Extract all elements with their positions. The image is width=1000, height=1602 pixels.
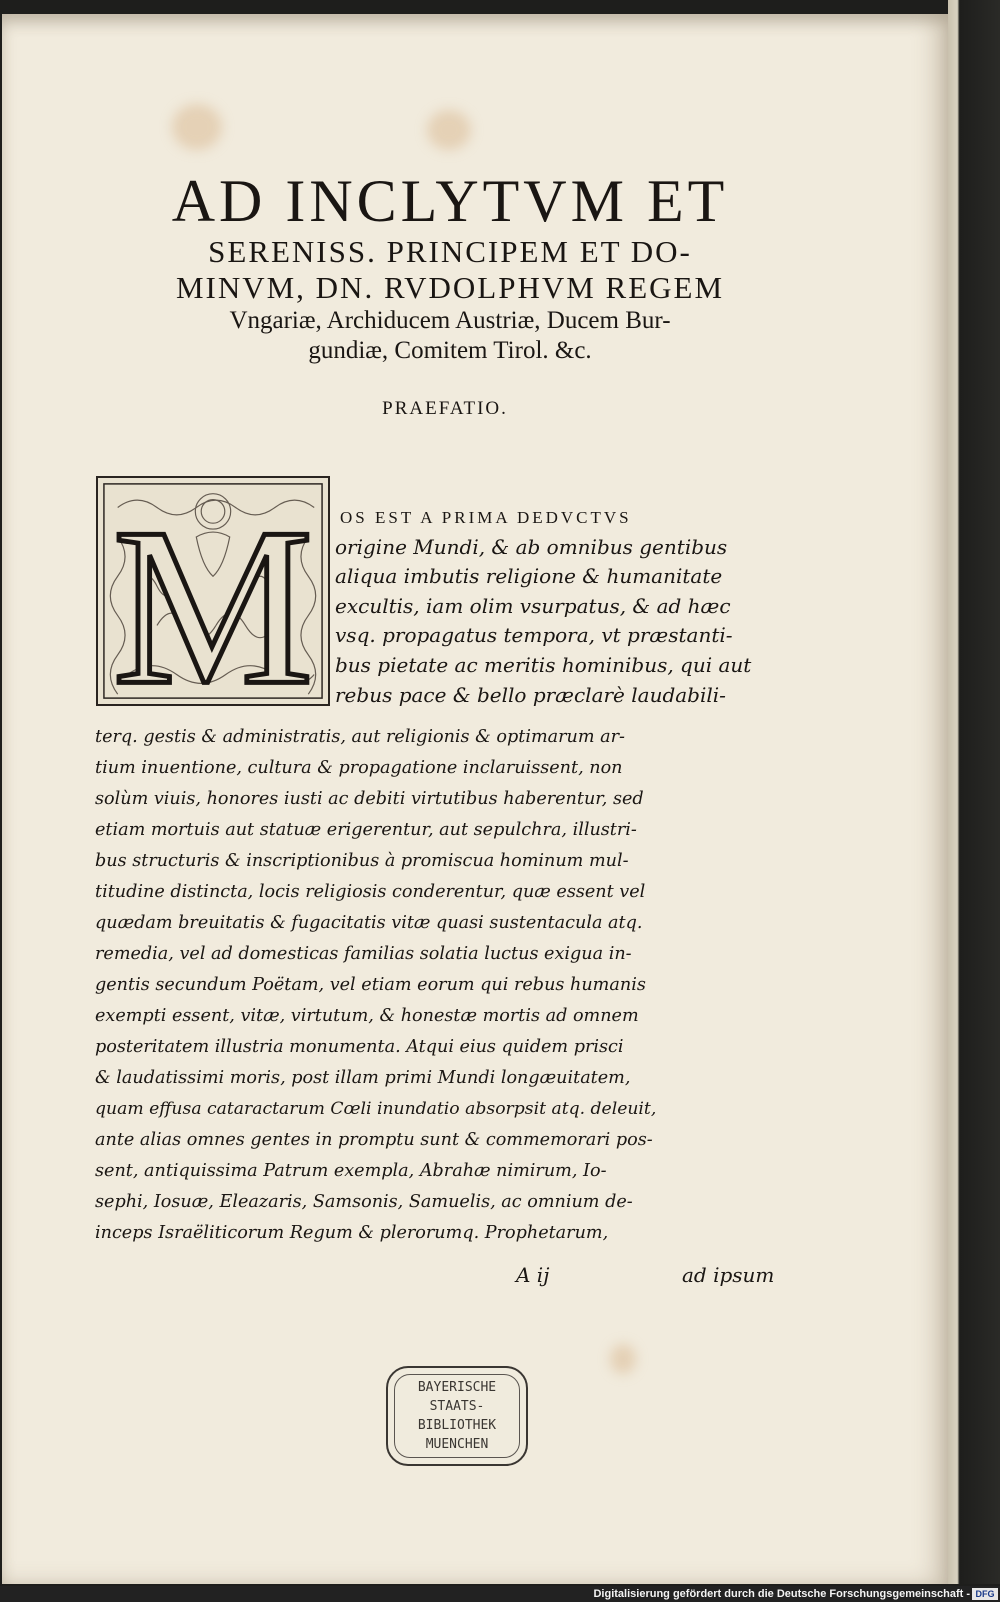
drop-cap-letter: M	[112, 481, 314, 704]
library-stamp	[386, 1366, 528, 1466]
text-line: titudine distincta, locis religiosis conderentur, quæ essent vel	[95, 882, 646, 902]
text-line: & laudatissimi moris, post illam primi Mundi longæuitatem,	[95, 1068, 631, 1088]
text-line: OS EST A PRIMA DEDVCTVS	[340, 508, 632, 527]
text-line: gentis secundum Poëtam, vel etiam eorum qui rebus humanis	[95, 975, 646, 995]
text-line: rebus pace & bello præclarè laudabili-	[335, 683, 726, 707]
text-line: tium inuentione, cultura & propagatione inclaruissent, non	[95, 758, 623, 778]
text-line: sent, antiquissima Patrum exempla, Abrahæ nimirum, Io-	[95, 1161, 607, 1181]
praefatio-heading: PRAEFATIO.	[382, 398, 508, 419]
signature-mark: A ij	[516, 1263, 550, 1287]
text-line: solùm viuis, honores iusti ac debiti virtutibus haberentur, sed	[95, 789, 644, 809]
footer-bar	[0, 1586, 1000, 1602]
page-edge	[948, 0, 1000, 1584]
footer-credit: Digitalisierung gefördert durch die Deutsche Forschungsgemeinschaft -	[593, 1588, 970, 1600]
text-line: posteritatem illustria monumenta. Atqui eius quidem prisci	[95, 1037, 624, 1057]
text-line: exempti essent, vitæ, virtutum, & honestæ mortis ad omnem	[95, 1006, 639, 1026]
stamp-line: BAYERISCHE	[417, 1380, 497, 1395]
text-line: ante alias omnes gentes in promptu sunt & commemorari pos-	[95, 1130, 653, 1150]
text-line: bus pietate ac meritis hominibus, qui aut	[335, 653, 752, 677]
title-line-5: gundiæ, Comitem Tirol. &c.	[308, 337, 592, 364]
title-line-2: SERENISS. PRINCIPEM ET DO-	[208, 234, 692, 269]
stamp-line: BIBLIOTHEK	[417, 1418, 497, 1433]
title-line-1: AD INCLYTVM ET	[171, 168, 729, 234]
text-line: inceps Israëliticorum Regum & plerorumq. Prophetarum,	[95, 1223, 609, 1243]
text-line: sephi, Iosuæ, Eleazaris, Samsonis, Samuelis, ac omnium de-	[95, 1192, 633, 1212]
stamp-line: MUENCHEN	[425, 1437, 489, 1452]
text-line: quam effusa cataractarum Cœli inundatio absorpsit atq. deleuit,	[95, 1099, 657, 1119]
text-line: excultis, iam olim vsurpatus, & ad hæc	[335, 594, 731, 618]
text-line: remedia, vel ad domesticas familias solatia luctus exigua in-	[95, 944, 632, 964]
text-line: origine Mundi, & ab omnibus gentibus	[335, 535, 728, 559]
text-line: vsq. propagatus tempora, vt præstanti-	[335, 623, 733, 647]
text-line: aliqua imbutis religione & humanitate	[335, 564, 723, 588]
title-line-4: Vngariæ, Archiducem Austriæ, Ducem Bur-	[229, 307, 671, 334]
text-line: etiam mortuis aut statuæ erigerentur, aut sepulchra, illustri-	[95, 820, 637, 840]
text-line: quædam breuitatis & fugacitatis vitæ quasi sustentacula atq.	[95, 913, 643, 933]
dfg-logo-icon: DFG	[972, 1588, 998, 1600]
title-line-3: MINVM, DN. RVDOLPHVM REGEM	[175, 270, 725, 305]
text-line: terq. gestis & administratis, aut religionis & optimarum ar-	[95, 727, 626, 747]
text-line: bus structuris & inscriptionibus à promiscua hominum mul-	[95, 851, 629, 871]
stamp-line: STAATS-	[429, 1399, 485, 1414]
catchword: ad ipsum	[682, 1263, 775, 1287]
